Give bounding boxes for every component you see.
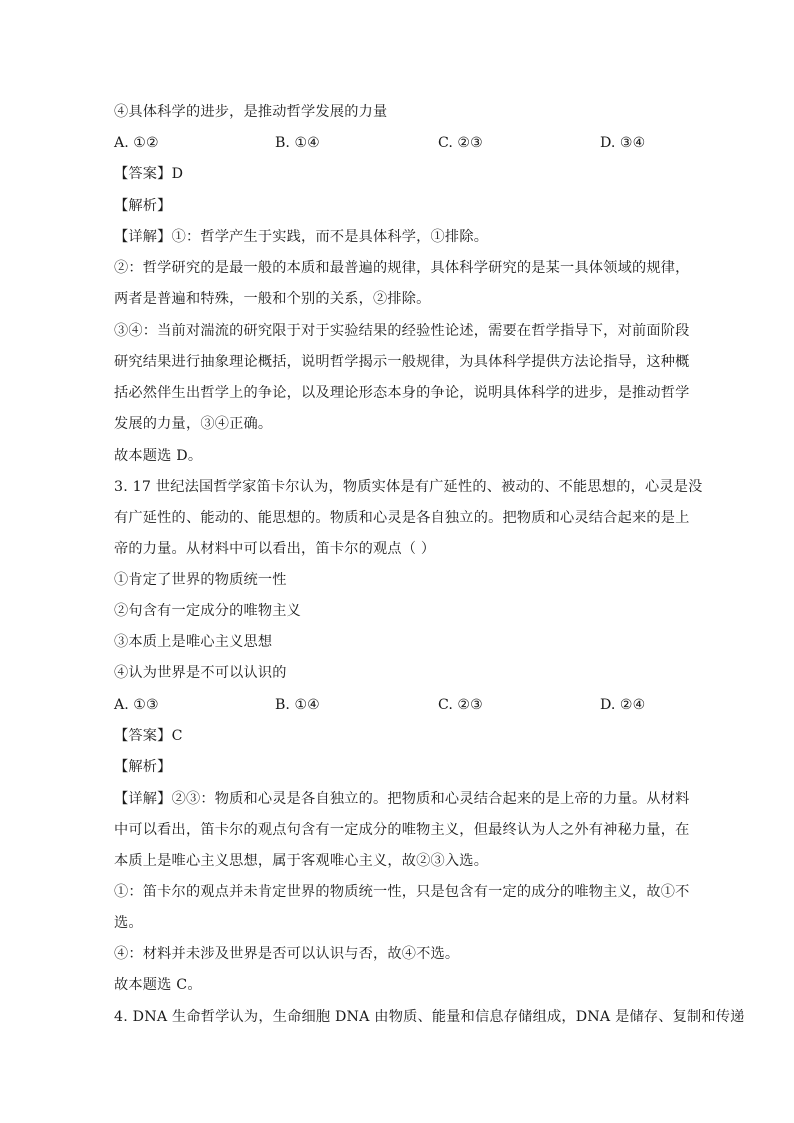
q2-detail-1 bbox=[114, 227, 488, 247]
q2-option-d: D. ③④ bbox=[600, 135, 646, 151]
detail-tag: 【详解】 bbox=[114, 791, 172, 807]
q3-option-a: A. ①③ bbox=[114, 697, 159, 713]
detail-text: ①：哲学产生于实践，而不是具体科学，①排除。 bbox=[171, 229, 489, 245]
q2-detail-3c: 括必然伴生出哲学上的争论，以及理论形态本身的争论，说明具体科学的进步，是推动哲学 bbox=[114, 385, 690, 401]
q3-option-c: C. ②③ bbox=[438, 697, 483, 713]
q2-detail-3a: ③④：当前对湍流的研究限于对于实验结果的经验性论述，需要在哲学指导下，对前面阶段 bbox=[114, 323, 690, 339]
q3-detail-1b: 中可以看出，笛卡尔的观点句含有一定成分的唯物主义，但最终认为人之外有神秘力量，在 bbox=[114, 822, 690, 838]
q3-option-b: B. ①④ bbox=[275, 697, 320, 713]
answer-tag: 【答案】 bbox=[114, 728, 172, 744]
q3-detail-3: ④：材料并未涉及世界是否可以认识与否，故④不选。 bbox=[114, 946, 460, 962]
q2-option-b: B. ①④ bbox=[275, 135, 320, 151]
q3-detail-1a bbox=[114, 789, 690, 809]
detail-text: ②③：物质和心灵是各自独立的。把物质和心灵结合起来的是上帝的力量。从材料 bbox=[171, 791, 690, 807]
q3-stem-a: 3. 17 世纪法国哲学家笛卡尔认为，物质实体是有广延性的、被动的、不能思想的，心灵是没 bbox=[114, 479, 703, 495]
answer-tag: 【答案】 bbox=[114, 166, 172, 182]
q2-conclusion: 故本题选 D。 bbox=[114, 448, 203, 464]
q2-option-a: A. ①② bbox=[114, 135, 159, 151]
q2-analysis-tag: 【解析】 bbox=[114, 198, 172, 214]
q3-detail-2a: ①：笛卡尔的观点并未肯定世界的物质统一性，只是包含有一定的成分的唯物主义，故①不 bbox=[114, 884, 690, 900]
q3-item-2: ②句含有一定成分的唯物主义 bbox=[114, 603, 302, 619]
q2-item-4: ④具体科学的进步，是推动哲学发展的力量 bbox=[114, 104, 388, 120]
detail-tag: 【详解】 bbox=[114, 229, 172, 245]
q2-answer bbox=[114, 164, 183, 184]
answer-value: C bbox=[171, 728, 183, 744]
q3-detail-2b: 选。 bbox=[114, 915, 143, 931]
q3-option-d: D. ②④ bbox=[600, 697, 646, 713]
q3-item-1: ①肯定了世界的物质统一性 bbox=[114, 572, 287, 588]
q3-item-4: ④认为世界是不可以认识的 bbox=[114, 665, 287, 681]
q2-detail-2a: ②：哲学研究的是最一般的本质和最普遍的规律，具体科学研究的是某一具体领域的规律， bbox=[114, 260, 690, 276]
q3-detail-1c: 本质上是唯心主义思想，属于客观唯心主义，故②③入选。 bbox=[114, 853, 489, 869]
q3-stem-b: 有广延性的、能动的、能思想的。物质和心灵是各自独立的。把物质和心灵结合起来的是上 bbox=[114, 510, 690, 526]
q2-detail-2b: 两者是普遍和特殊，一般和个别的关系，②排除。 bbox=[114, 291, 431, 307]
q3-item-3: ③本质上是唯心主义思想 bbox=[114, 634, 273, 650]
q3-analysis-tag: 【解析】 bbox=[114, 759, 172, 775]
q2-option-c: C. ②③ bbox=[438, 135, 483, 151]
q4-stem-a: 4. DNA 生命哲学认为，生命细胞 DNA 由物质、能量和信息存储组成，DNA 是储存、复制和传递 bbox=[114, 1009, 745, 1025]
q2-detail-3d: 发展的力量，③④正确。 bbox=[114, 416, 273, 432]
answer-value: D bbox=[171, 166, 184, 182]
q3-stem-c: 帝的力量。从材料中可以看出，笛卡尔的观点（ ） bbox=[114, 541, 436, 557]
q2-detail-3b: 研究结果进行抽象理论概括，说明哲学揭示一般规律，为具体科学提供方法论指导，这种概 bbox=[114, 354, 690, 370]
q3-conclusion: 故本题选 C。 bbox=[114, 977, 202, 993]
q3-answer bbox=[114, 726, 183, 746]
